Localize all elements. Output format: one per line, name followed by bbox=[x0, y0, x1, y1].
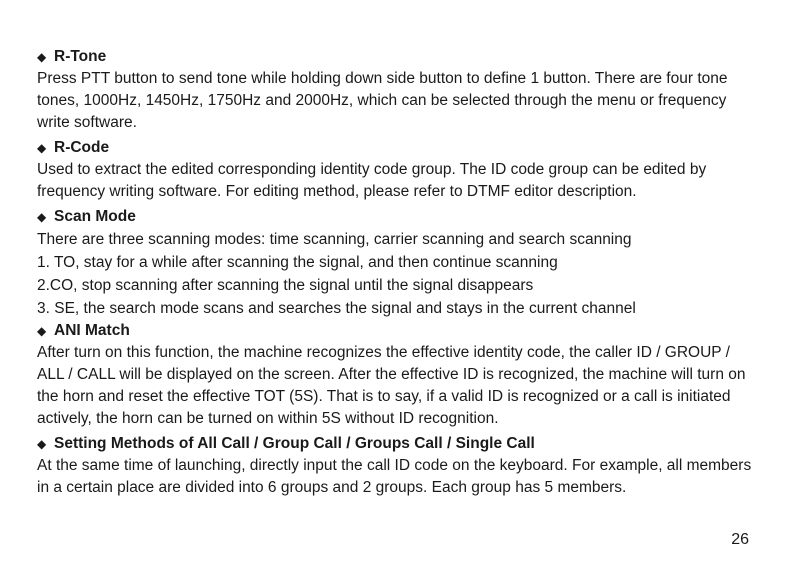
section-heading bbox=[37, 206, 755, 228]
section-title-text: R-Code bbox=[54, 139, 110, 156]
diamond-bullet-icon: ◆ bbox=[37, 210, 47, 224]
section-ani-match bbox=[37, 320, 755, 430]
scan-mode-item: 2.CO, stop scanning after scanning the signal until the signal disappears bbox=[37, 277, 534, 294]
section-r-code bbox=[37, 137, 755, 203]
section-scan-mode bbox=[37, 206, 755, 320]
diamond-bullet-icon: ◆ bbox=[37, 141, 47, 155]
scan-mode-item: 1. TO, stay for a while after scanning the signal, and then continue scanning bbox=[37, 254, 558, 271]
page-number: 26 bbox=[731, 531, 749, 548]
diamond-bullet-icon: ◆ bbox=[37, 437, 47, 451]
section-body: At the same time of launching, directly input the call ID code on the keyboard. For example, all members in a certain place are divided into 6 groups and 2 groups. Each group has 5 members. bbox=[37, 457, 752, 496]
section-heading bbox=[37, 320, 755, 342]
scan-mode-item: 3. SE, the search mode scans and searches the signal and stays in the current channel bbox=[37, 300, 636, 317]
section-heading bbox=[37, 46, 755, 68]
scan-mode-intro: There are three scanning modes: time scanning, carrier scanning and search scanning bbox=[37, 231, 632, 248]
section-setting-methods bbox=[37, 433, 755, 499]
section-body: After turn on this function, the machine recognizes the effective identity code, the caller ID / GROUP / ALL / CALL will be displayed on the screen. After the effective ID is recognized, the machine will turn on the horn and reset the effective TOT (5S). That is to say, if a valid ID is recognized or a call is initiated actively, the horn can be turned on within 5S without ID recognition. bbox=[37, 344, 746, 427]
section-heading bbox=[37, 137, 755, 159]
section-r-tone bbox=[37, 46, 755, 134]
section-title-text: ANI Match bbox=[54, 322, 130, 339]
section-heading bbox=[37, 433, 755, 455]
section-body: Press PTT button to send tone while holding down side button to define 1 button. There are four tone tones, 1000Hz, 1450Hz, 1750Hz and 2000Hz, which can be selected through the menu or frequency write software. bbox=[37, 70, 728, 131]
section-title-text: R-Tone bbox=[54, 48, 107, 65]
manual-page-content bbox=[37, 46, 755, 499]
diamond-bullet-icon: ◆ bbox=[37, 324, 47, 338]
section-title-text: Scan Mode bbox=[54, 208, 136, 225]
section-title-text: Setting Methods of All Call / Group Call / Groups Call / Single Call bbox=[54, 435, 535, 452]
section-body: Used to extract the edited corresponding identity code group. The ID code group can be edited by frequency writing software. For editing method, please refer to DTMF editor description. bbox=[37, 161, 707, 200]
diamond-bullet-icon: ◆ bbox=[37, 50, 47, 64]
